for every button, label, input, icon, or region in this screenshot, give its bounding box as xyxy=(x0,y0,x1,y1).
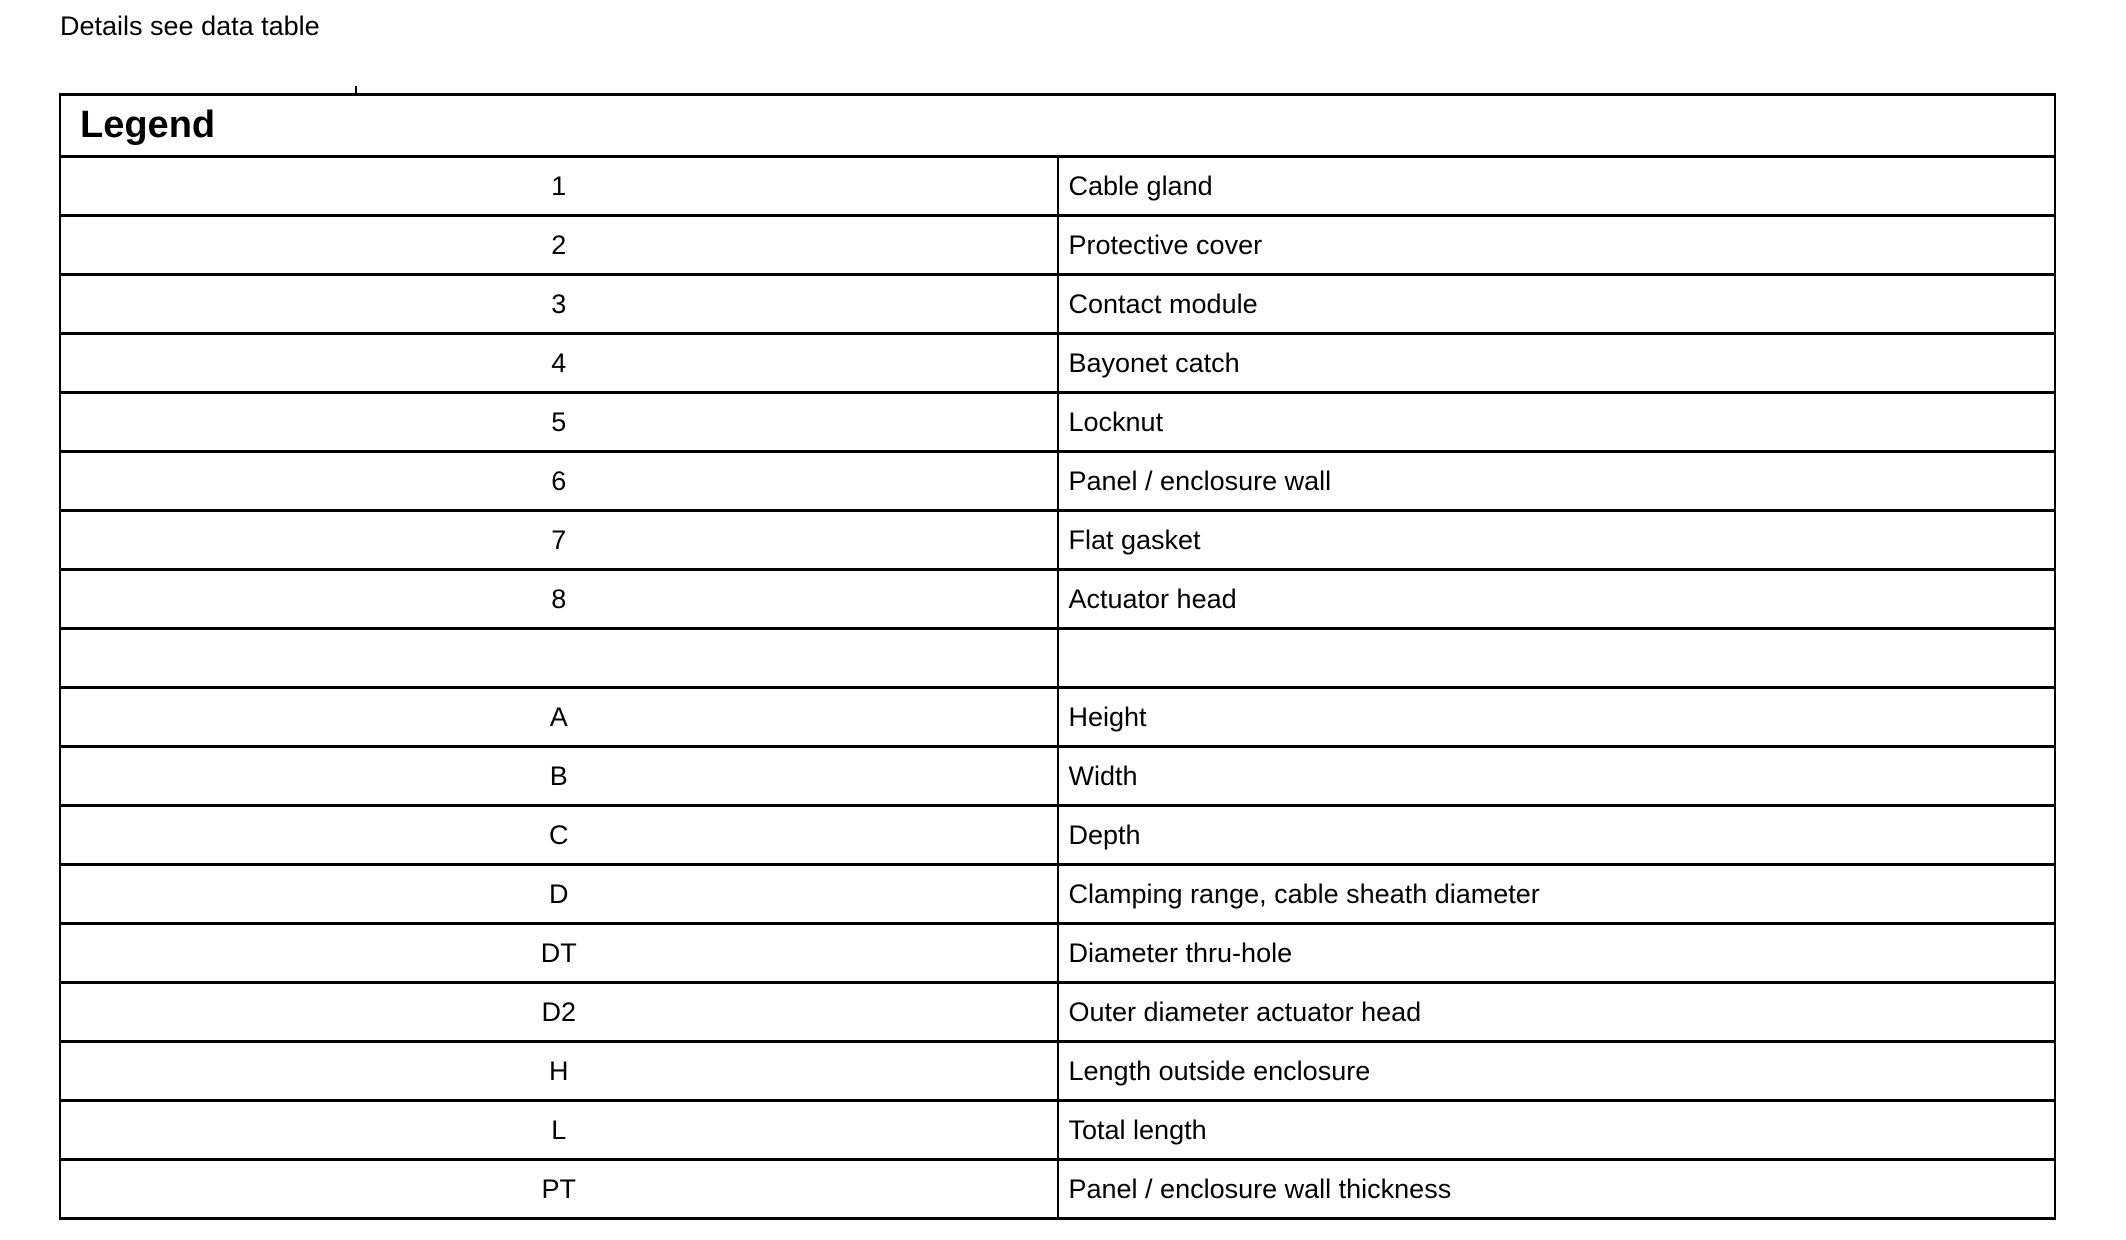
legend-row-label: Length outside enclosure xyxy=(1058,1042,2056,1101)
legend-row-key: L xyxy=(60,1101,1058,1160)
legend-row xyxy=(60,1160,2055,1219)
legend-row-label: Panel / enclosure wall thickness xyxy=(1058,1160,2056,1219)
legend-row xyxy=(60,216,2055,275)
legend-row-label: Diameter thru-hole xyxy=(1058,924,2056,983)
legend-row-key: C xyxy=(60,806,1058,865)
legend-row xyxy=(60,1101,2055,1160)
legend-row-key: A xyxy=(60,688,1058,747)
legend-row-label: Protective cover xyxy=(1058,216,2056,275)
legend-row xyxy=(60,1042,2055,1101)
legend-row-label xyxy=(1058,629,2056,688)
legend-row-label: Locknut xyxy=(1058,393,2056,452)
legend-row xyxy=(60,452,2055,511)
legend-row-key: 4 xyxy=(60,334,1058,393)
legend-row-label: Flat gasket xyxy=(1058,511,2056,570)
legend-row-label: Bayonet catch xyxy=(1058,334,2056,393)
legend-row xyxy=(60,865,2055,924)
legend-row xyxy=(60,334,2055,393)
legend-title: Legend xyxy=(60,95,2055,157)
legend-row-key: PT xyxy=(60,1160,1058,1219)
legend-row-key: 7 xyxy=(60,511,1058,570)
legend-row-label: Clamping range, cable sheath diameter xyxy=(1058,865,2056,924)
legend-row xyxy=(60,157,2055,216)
legend-row-key: D xyxy=(60,865,1058,924)
legend-row-label: Panel / enclosure wall xyxy=(1058,452,2056,511)
legend-table xyxy=(59,93,2056,1220)
legend-row xyxy=(60,629,2055,688)
legend-row-key: 6 xyxy=(60,452,1058,511)
legend-row xyxy=(60,983,2055,1042)
legend-row xyxy=(60,570,2055,629)
legend-row-key: B xyxy=(60,747,1058,806)
legend-row-label: Cable gland xyxy=(1058,157,2056,216)
legend-row-key xyxy=(60,629,1058,688)
legend-row xyxy=(60,747,2055,806)
legend-row-key: D2 xyxy=(60,983,1058,1042)
legend-row-key: H xyxy=(60,1042,1058,1101)
legend-row-label: Contact module xyxy=(1058,275,2056,334)
legend-row-key: 5 xyxy=(60,393,1058,452)
legend-table-header xyxy=(60,95,2055,157)
legend-row-key: 8 xyxy=(60,570,1058,629)
legend-row xyxy=(60,393,2055,452)
legend-row-key: 1 xyxy=(60,157,1058,216)
legend-row-label: Height xyxy=(1058,688,2056,747)
details-note: Details see data table xyxy=(60,11,320,41)
legend-row-key: 3 xyxy=(60,275,1058,334)
legend-table-body xyxy=(60,157,2055,1219)
legend-row-label: Width xyxy=(1058,747,2056,806)
legend-title-row xyxy=(60,95,2055,157)
legend-row-key: 2 xyxy=(60,216,1058,275)
legend-row xyxy=(60,275,2055,334)
legend-row xyxy=(60,511,2055,570)
legend-row xyxy=(60,688,2055,747)
legend-row-label: Outer diameter actuator head xyxy=(1058,983,2056,1042)
legend-row-label: Total length xyxy=(1058,1101,2056,1160)
legend-row xyxy=(60,806,2055,865)
legend-row-key: DT xyxy=(60,924,1058,983)
legend-row-label: Actuator head xyxy=(1058,570,2056,629)
legend-row-label: Depth xyxy=(1058,806,2056,865)
legend-row xyxy=(60,924,2055,983)
